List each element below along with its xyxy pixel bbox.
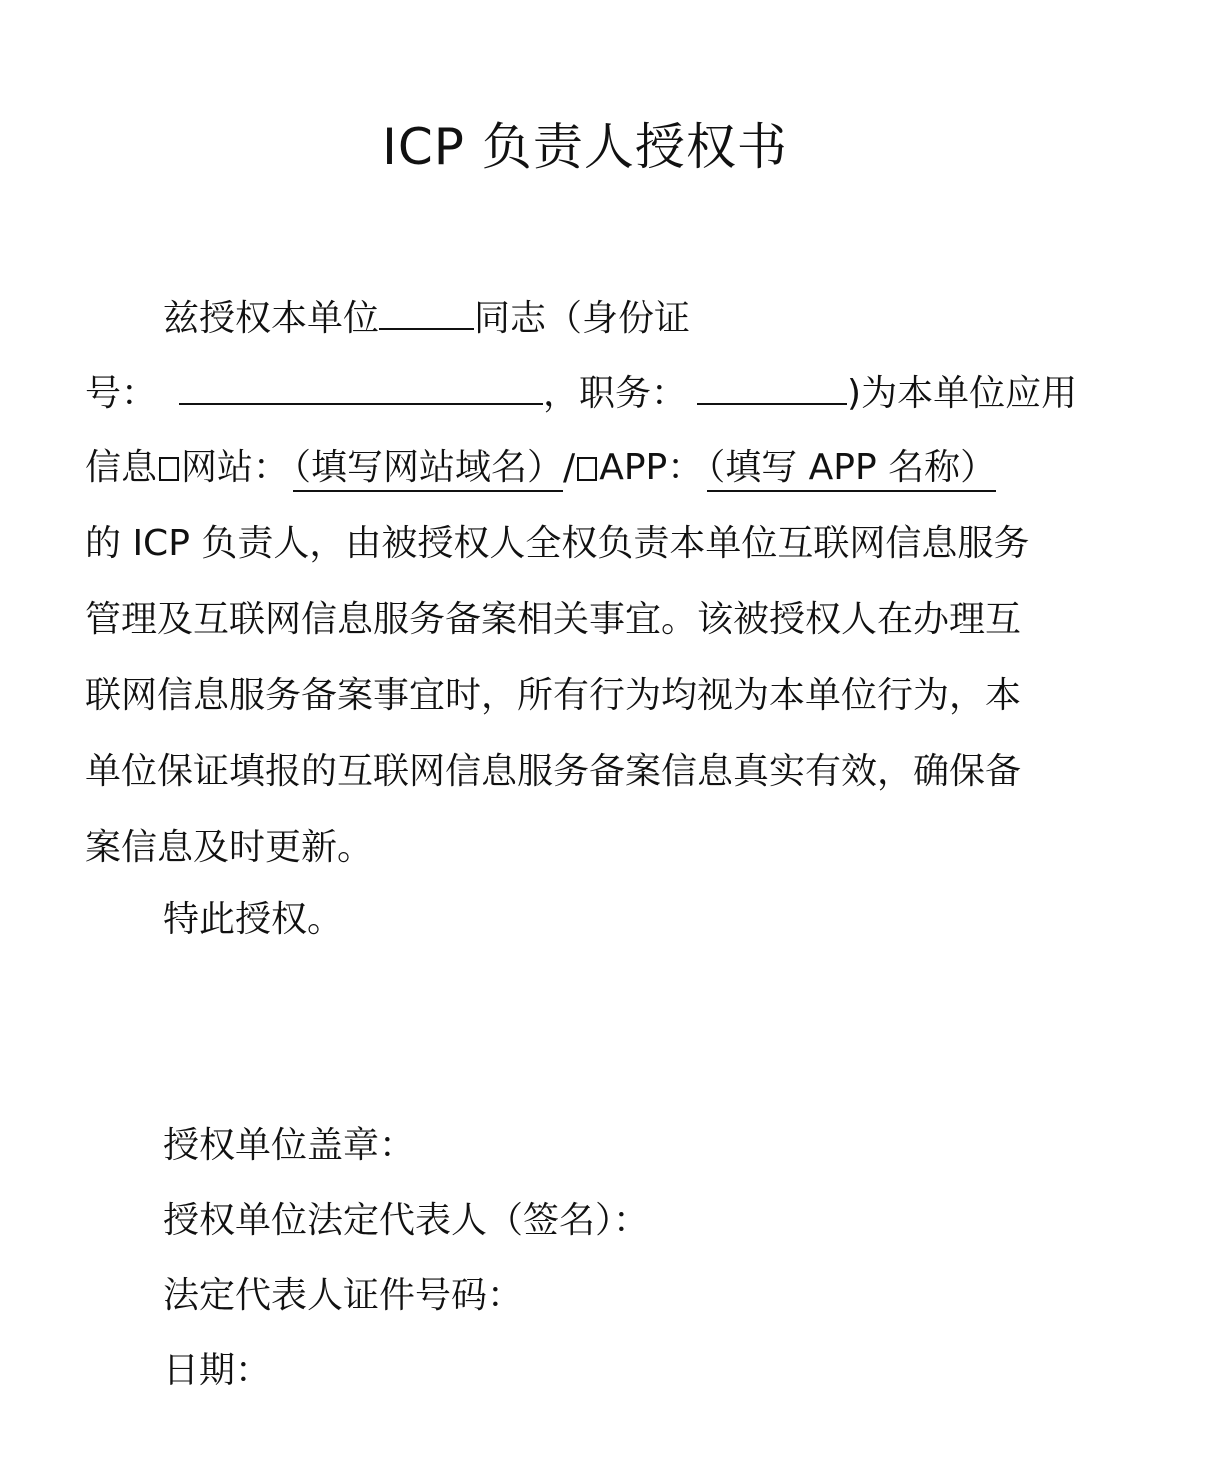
date-field: 日期： (163, 1350, 272, 1391)
service-type-prefix: 信息 (85, 447, 158, 488)
app-name-fill: （填写 APP 名称） (707, 447, 996, 492)
app-label: APP： (599, 447, 704, 488)
separator-slash: / (563, 447, 576, 488)
body-line-4: 单位保证填报的互联网信息服务备案信息真实有效，确保备 (85, 751, 1022, 792)
id-number-blank (179, 367, 543, 405)
legal-rep-signature-field: 授权单位法定代表人（签名）： (163, 1200, 650, 1241)
id-position-line (85, 367, 1077, 420)
grant-line-suffix: 同志（身份证 (474, 298, 691, 339)
position-blank (697, 367, 847, 405)
body-line-5: 案信息及时更新。 (85, 827, 374, 868)
body-line-2: 管理及互联网信息服务备案相关事宜。该被授权人在办理互 (85, 599, 1022, 640)
body-line-3: 联网信息服务备案事宜时，所有行为均视为本单位行为，本 (85, 675, 1022, 716)
grant-line-prefix: 兹授权本单位 (163, 298, 380, 339)
website-label: 网站： (181, 447, 290, 488)
position-label: ，职务： (543, 373, 688, 414)
grant-line (163, 292, 690, 345)
id-label: 号： (85, 373, 158, 414)
page-title: ICP 负责人授权书 (382, 118, 788, 176)
seal-field: 授权单位盖章： (163, 1125, 416, 1166)
closing-statement: 特此授权。 (163, 899, 344, 940)
comrade-name-blank (379, 292, 474, 330)
body-line-1: 的 ICP 负责人，由被授权人全权负责本单位互联网信息服务 (85, 523, 1030, 564)
website-checkbox[interactable] (159, 457, 179, 481)
app-checkbox[interactable] (577, 457, 597, 481)
id-position-suffix: )为本单位应用 (847, 373, 1078, 414)
service-type-line (85, 442, 996, 494)
legal-rep-id-field: 法定代表人证件号码： (163, 1275, 524, 1316)
website-domain-fill: （填写网站域名） (293, 447, 563, 492)
